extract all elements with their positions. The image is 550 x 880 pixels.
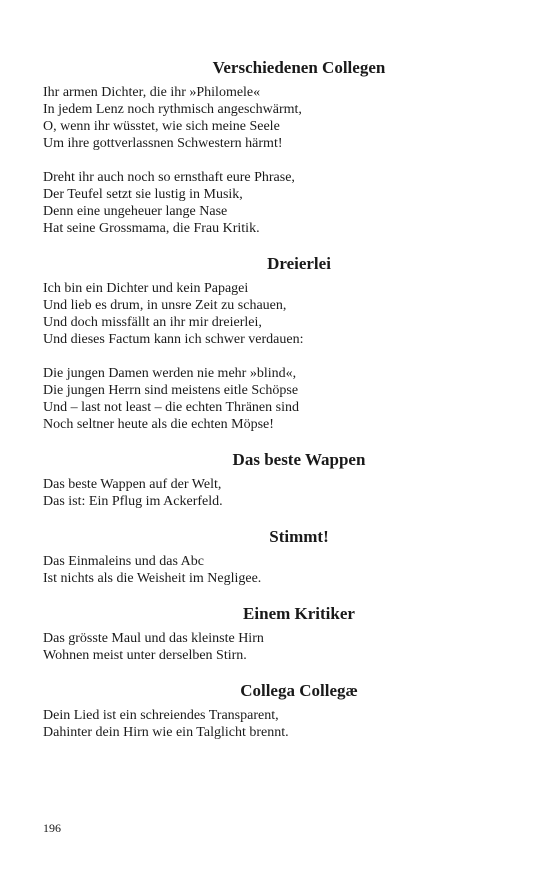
verse-line: Und – last not least – die echten Thränen sind: [43, 400, 299, 415]
verse-line: Dahinter dein Hirn wie ein Talglicht brennt.: [43, 725, 289, 740]
verse-line: Die jungen Damen werden nie mehr »blind«,: [43, 366, 297, 381]
stanza: [43, 365, 463, 433]
poem-title: Einem Kritiker: [243, 604, 355, 623]
verse-line: Ihr armen Dichter, die ihr »Philomele«: [43, 85, 261, 100]
stanza: [43, 707, 463, 741]
poem-dreierlei: [43, 254, 463, 433]
verse-line: Der Teufel setzt sie lustig in Musik,: [43, 187, 243, 202]
verse-line: Und lieb es drum, in unsre Zeit zu schauen,: [43, 298, 287, 313]
poem-collega-collegae: [43, 681, 463, 741]
poem-title: Das beste Wappen: [232, 450, 366, 469]
poem-stimmt: [43, 527, 463, 587]
verse-line: Das grösste Maul und das kleinste Hirn: [43, 631, 264, 646]
poem-einem-kritiker: [43, 604, 463, 664]
stanza: [43, 630, 463, 664]
verse-line: Und dieses Factum kann ich schwer verdauen:: [43, 332, 304, 347]
verse-line: O, wenn ihr wüsstet, wie sich meine Seele: [43, 119, 280, 134]
stanza: [43, 84, 463, 152]
verse-line: Ist nichts als die Weisheit im Negligee.: [43, 571, 262, 586]
poem-title: Dreierlei: [267, 254, 331, 273]
verse-line: Das ist: Ein Pflug im Ackerfeld.: [43, 494, 223, 509]
stanza: [43, 476, 463, 510]
page-number: 196: [43, 821, 61, 835]
poem-title: Stimmt!: [269, 527, 329, 546]
page-body: [43, 58, 463, 741]
verse-line: Das Einmaleins und das Abc: [43, 554, 204, 569]
verse-line: In jedem Lenz noch rythmisch angeschwärmt,: [43, 102, 302, 117]
verse-line: Noch seltner heute als die echten Möpse!: [43, 417, 274, 432]
stanza: [43, 280, 463, 348]
verse-line: Wohnen meist unter derselben Stirn.: [43, 648, 247, 663]
verse-line: Ich bin ein Dichter und kein Papagei: [43, 281, 249, 296]
stanza: [43, 553, 463, 587]
verse-line: Dein Lied ist ein schreiendes Transparent,: [43, 708, 279, 723]
stanza: [43, 169, 463, 237]
verse-line: Und doch missfällt an ihr mir dreierlei,: [43, 315, 262, 330]
verse-line: Die jungen Herrn sind meistens eitle Schöpse: [43, 383, 299, 398]
poem-das-beste-wappen: [43, 450, 463, 510]
poem-title: Verschiedenen Collegen: [212, 58, 386, 77]
verse-line: Das beste Wappen auf der Welt,: [43, 477, 222, 492]
poem-verschiedenen-collegen: [43, 58, 463, 237]
verse-line: Hat seine Grossmama, die Frau Kritik.: [43, 221, 260, 236]
poem-title: Collega Collegæ: [240, 681, 358, 700]
verse-line: Um ihre gottverlassnen Schwestern härmt!: [43, 136, 283, 151]
verse-line: Dreht ihr auch noch so ernsthaft eure Phrase,: [43, 170, 295, 185]
verse-line: Denn eine ungeheuer lange Nase: [43, 204, 228, 219]
